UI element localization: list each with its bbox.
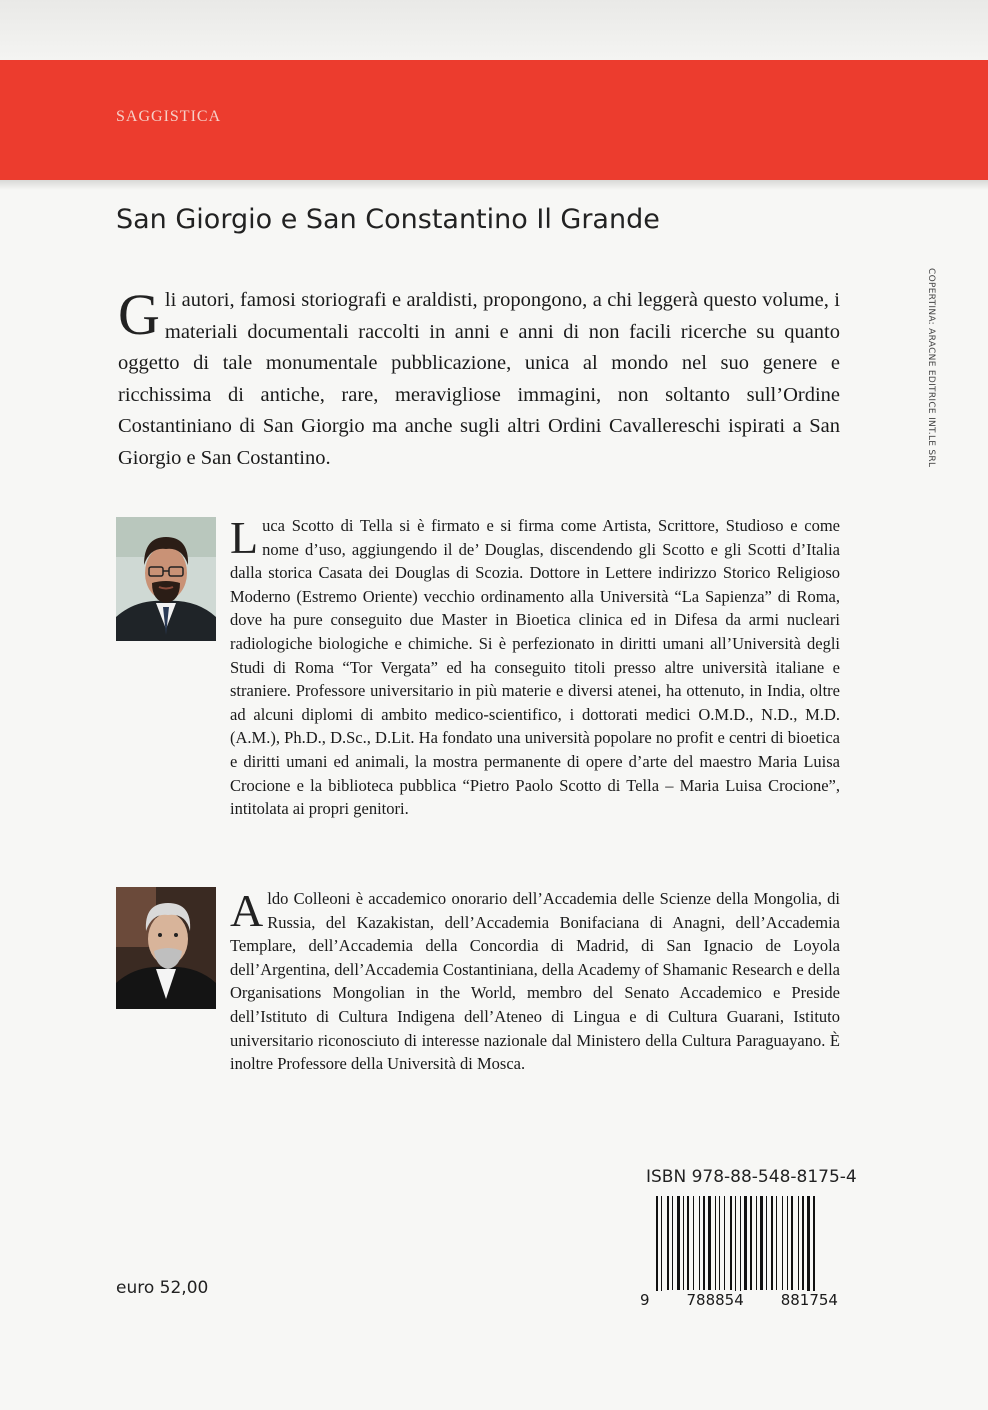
- barcode-bar: [766, 1196, 767, 1290]
- barcode-bar: [782, 1196, 783, 1290]
- portrait-image: [116, 887, 216, 1009]
- bio1-dropcap: L: [230, 512, 259, 563]
- barcode-bar: [756, 1196, 757, 1290]
- barcode-digit-group-2: 881754: [780, 1291, 838, 1309]
- barcode-bar: [715, 1196, 716, 1290]
- barcode-bar: [771, 1196, 773, 1290]
- price-label: euro 52,00: [116, 1278, 209, 1298]
- author-bio-scotto: [230, 514, 840, 821]
- barcode-bar: [787, 1196, 788, 1290]
- barcode-bar: [807, 1196, 810, 1304]
- barcode-bar: [724, 1196, 725, 1290]
- spine-credit: COPERTINA: ARACNE EDITRICE INT.LE SRL: [926, 268, 936, 468]
- barcode-bar: [661, 1196, 662, 1304]
- barcode-bar: [813, 1196, 815, 1304]
- barcode-bar: [699, 1196, 700, 1290]
- author-photo-colleoni: [116, 887, 216, 1009]
- barcode-bar: [719, 1196, 720, 1290]
- isbn-label: ISBN 978-88-548-8175-4: [646, 1167, 857, 1187]
- band-shadow: [0, 180, 988, 190]
- barcode-bar: [791, 1196, 793, 1290]
- bio1-text: uca Scotto di Tella si è firmato e si firma come Artista, Scrittore, Studioso e come nome d’uso, aggiungendo il de’ Douglas, discendendo gli Scotto e gli Scotti d’Italia dalla storica Casata dei Douglas di Scozia. Dottore in Lettere indirizzo Storico Religioso Moderno (Estremo Oriente) vecchio ordinamento alla Università “La Sapienza” di Roma, dove ha pure conseguito due Master in Bioetica clinica ed in Difesa da armi nucleari radiologiche biologiche e chimiche. Si è perfezionato in diritti umani all’Università degli Studi di Roma “Tor Vergata” ed ha conseguito titoli presso altre università italiane e straniere. Professore universitario in più materie e diversi atenei, ha ottenuto, in India, oltre ad alcuni diplomi di ambito medico-scientifico, i dottorati medici O.M.D., N.D., M.D. (A.M.), Ph.D., D.Sc., D.Lit. Ha fondato una università popolare no profit e centri di bioetica e diritti umani ed animali, la mostra permanente di opere d’arte del maestro Maria Luisa Crocione e la biblioteca pubblica “Pietro Paolo Scotto di Tella – Maria Luisa Crocione”, intitolata ai propri genitori.: [230, 516, 840, 819]
- barcode: [640, 1196, 838, 1306]
- barcode-bar: [735, 1196, 736, 1304]
- top-strip: [0, 0, 988, 60]
- barcode-bar: [776, 1196, 777, 1290]
- intro-paragraph: [118, 282, 840, 474]
- barcode-bar: [667, 1196, 669, 1290]
- barcode-digit-group-1: 788854: [686, 1291, 744, 1309]
- barcode-bar: [693, 1196, 694, 1290]
- barcode-bar: [798, 1196, 799, 1290]
- intro-text: li autori, famosi storiografi e araldisti, propongono, a chi leggerà questo volume, i materiali documentali raccolti in anni e anni di non facili ricerche su quanto oggetto di tale monumentale pubblicazione, unica al mondo nel suo genere e ricchissima di antiche, rare, meravigliose immagini, non soltanto sull’Ordine Costantiniano di San Giorgio ma anche sugli altri Ordini Cavallereschi ispirati a San Giorgio e San Costantino.: [118, 289, 840, 469]
- barcode-bar: [683, 1196, 684, 1290]
- author-bio-colleoni: [230, 887, 840, 1076]
- barcode-bar: [703, 1196, 705, 1290]
- barcode-bar: [672, 1196, 673, 1290]
- bio2-text: ldo Colleoni è accademico onorario dell’Accademia delle Scienze della Mongolia, di Russia, del Kazakistan, dell’Accademia Bonifaciana di Anagni, dell’Accademia Templare, dell’Accademia della Concordia di Madrid, di San Ignacio de Loyola dell’Argentina, dell’Accademia Costantiniana, della Academy of Shamanic Research e della Organisations Mongolian in the World, membro del Senato Accademico e Preside dell’Istituto di Cultura Indigena dell’Ateneo di Lingua e di Cultura Guarani, Istituto universitario riconosciuto di interesse nazionale dal Ministero della Cultura Paraguayano. È inoltre Professore della Università di Mosca.: [230, 889, 840, 1074]
- bio2-dropcap: A: [230, 885, 264, 936]
- barcode-bar: [760, 1196, 763, 1290]
- barcode-bar: [802, 1196, 804, 1290]
- barcode-bar: [730, 1196, 732, 1290]
- series-label: SAGGISTICA: [116, 108, 222, 125]
- barcode-digits: [640, 1291, 838, 1309]
- portrait-image: [116, 517, 216, 641]
- barcode-bar: [750, 1196, 752, 1290]
- barcode-bar: [687, 1196, 689, 1290]
- book-title: San Giorgio e San Constantino Il Grande: [116, 204, 660, 235]
- barcode-bar: [677, 1196, 680, 1290]
- barcode-bar: [740, 1196, 741, 1304]
- barcode-bar: [708, 1196, 711, 1290]
- barcode-bar: [744, 1196, 747, 1290]
- barcode-bar: [656, 1196, 658, 1304]
- barcode-digit-prefix: 9: [640, 1291, 650, 1309]
- author-photo-scotto: [116, 517, 216, 641]
- intro-dropcap: G: [118, 282, 160, 347]
